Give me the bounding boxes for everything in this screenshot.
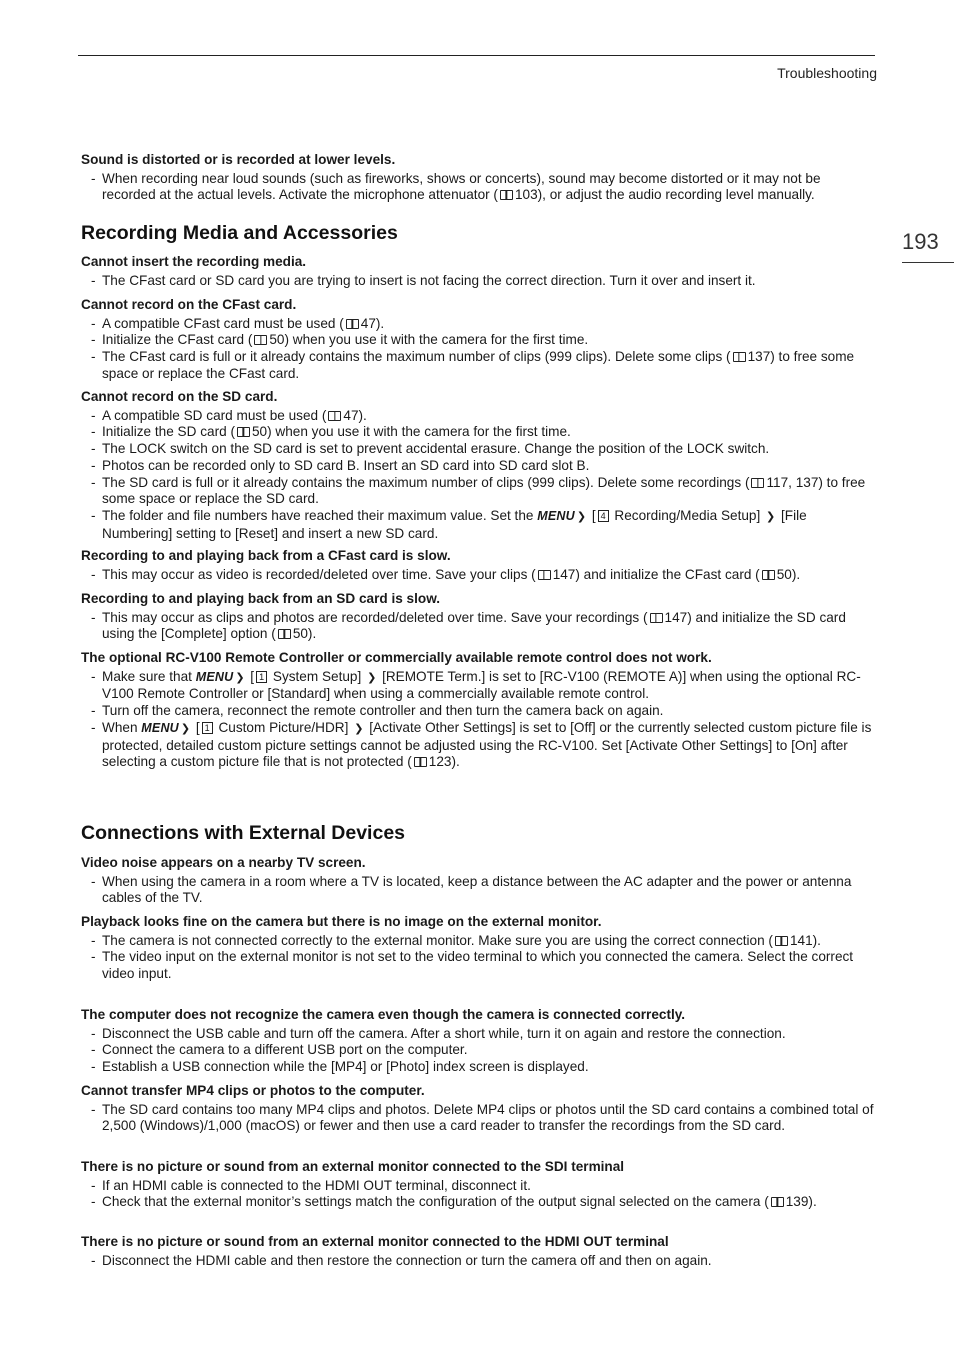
chevron-right-circle-icon: ❯ [180, 722, 191, 735]
answer-list [81, 1178, 876, 1211]
answer-item: - When MENU ❯ [ 1 Custom Picture/HDR] ❯ [Activate Other Settings] is set to [Off] or the currently selected custom picture file is protected, detailed custom picture settings cannot be adjusted using the RC-V100. Set [Activate Other Settings] to [On] after selecting a custom picture file that is not protected ( 123). [81, 720, 876, 771]
question: Recording to and playing back from a CFast card is slow. [81, 548, 451, 563]
book-reference-icon [254, 335, 267, 345]
page-number-rule [902, 262, 954, 263]
answer-item: - Initialize the SD card ( 50) when you use it with the camera for the first time. [81, 424, 876, 441]
answer-list [81, 408, 876, 543]
answer-item: - This may occur as video is recorded/deleted over time. Save your clips ( 147) and initialize the CFast card ( 50). [81, 567, 876, 584]
question: Cannot transfer MP4 clips or photos to the computer. [81, 1083, 425, 1098]
answer-list [81, 1253, 876, 1270]
answer-list [81, 1026, 876, 1076]
question: Sound is distorted or is recorded at lower levels. [81, 152, 396, 167]
book-reference-icon [328, 411, 341, 421]
answer-list [81, 316, 876, 383]
section-title: Connections with External Devices [81, 822, 406, 844]
answer-item: - Check that the external monitor’s settings match the configuration of the output signal selected on the camera ( 139). [81, 1194, 876, 1211]
group-video-noise [81, 855, 876, 907]
answer-item: - A compatible SD card must be used ( 47). [81, 408, 876, 425]
question: The optional RC-V100 Remote Controller or commercially available remote control does not work. [81, 650, 712, 665]
question: Cannot record on the CFast card. [81, 297, 297, 312]
question: Recording to and playing back from an SD card is slow. [81, 591, 441, 606]
answer-item: - When using the camera in a room where a TV is located, keep a distance between the AC adapter and the power or antenna cables of the TV. [81, 874, 876, 907]
group-record-cfast [81, 297, 876, 383]
answer-item: - The LOCK switch on the SD card is set to prevent accidental erasure. Change the position of the LOCK switch. [81, 441, 876, 458]
group-remote-controller [81, 650, 876, 771]
chevron-right-circle-icon: ❯ [235, 671, 245, 684]
menu-button-icon: MENU [195, 669, 234, 684]
group-computer-recognize [81, 1007, 876, 1076]
group-record-sd [81, 389, 876, 542]
answer-item: - Initialize the CFast card ( 50) when you use it with the camera for the first time. [81, 332, 876, 349]
chevron-right-circle-icon: ❯ [367, 671, 377, 684]
answer-list [81, 273, 876, 290]
book-reference-icon [278, 629, 291, 639]
answer-item: - Make sure that MENU ❯ [ 1 System Setup] ❯ [REMOTE Term.] is set to [RC-V100 (REMOTE A)] when using the optional RC-V100 Remote Controller or [Standard] when using a commercially available remote control. [81, 669, 876, 703]
answer-list [81, 567, 876, 584]
chevron-right-circle-icon: ❯ [354, 722, 364, 735]
answer-list [81, 171, 876, 204]
menu-tab-number-icon: 1 [202, 722, 213, 734]
book-reference-icon [733, 352, 746, 362]
book-reference-icon [771, 1197, 784, 1207]
menu-tab-number-icon: 4 [598, 510, 609, 522]
section-title: Recording Media and Accessories [81, 222, 398, 244]
group-sdi-terminal [81, 1159, 876, 1211]
answer-item: - This may occur as clips and photos are recorded/deleted over time. Save your recordings ( 147) and initialize the SD card using the [Complete] option ( 50). [81, 610, 876, 643]
page-number: 193 [902, 229, 939, 254]
chevron-right-circle-icon: ❯ [576, 510, 587, 523]
chevron-right-circle-icon: ❯ [766, 510, 776, 523]
section-recording-media [81, 222, 876, 244]
answer-item: - Photos can be recorded only to SD card B. Insert an SD card into SD card slot B. [81, 458, 876, 475]
answer-list [81, 1102, 876, 1135]
answer-item: - When recording near loud sounds (such as fireworks, shows or concerts), sound may become distorted or it may not be recorded at the actual levels. Activate the microphone attenuator ( 103), or adjust the audio recording level manually. [81, 171, 876, 204]
group-no-image-external [81, 914, 876, 983]
answer-list [81, 933, 876, 983]
answer-list [81, 874, 876, 907]
answer-item: - The folder and file numbers have reached their maximum value. Set the MENU ❯ [ 4 Recording/Media Setup] ❯ [File Numbering] setting to [Reset] and insert a new SD card. [81, 508, 876, 542]
answer-item: - Establish a USB connection while the [MP4] or [Photo] index screen is displayed. [81, 1059, 876, 1076]
book-reference-icon [775, 936, 788, 946]
answer-item: - The CFast card is full or it already contains the maximum number of clips (999 clips). Delete some clips ( 137) to free some space or replace the CFast card. [81, 349, 876, 382]
answer-item: - The SD card contains too many MP4 clips and photos. Delete MP4 clips or photos until the SD card contains a combined total of 2,500 (Windows)/1,000 (macOS) or fewer and then use a card reader to transfer the recordings from the SD card. [81, 1102, 876, 1135]
answer-item: - If an HDMI cable is connected to the HDMI OUT terminal, disconnect it. [81, 1178, 876, 1195]
menu-button-icon: MENU [537, 508, 575, 523]
answer-list [81, 669, 876, 771]
menu-button-icon: MENU [141, 720, 179, 735]
answer-item: - Disconnect the USB cable and turn off the camera. After a short while, turn it on again and restore the connection. [81, 1026, 876, 1043]
question: There is no picture or sound from an external monitor connected to the HDMI OUT terminal [81, 1234, 669, 1249]
group-insert-media [81, 254, 876, 289]
answer-list [81, 610, 876, 643]
intro-block [81, 152, 876, 204]
group-hdmi-terminal [81, 1234, 876, 1269]
question: The computer does not recognize the camera even though the camera is connected correctly. [81, 1007, 686, 1022]
running-head: Troubleshooting [777, 65, 877, 81]
book-reference-icon [414, 757, 427, 767]
menu-tab-number-icon: 1 [256, 671, 267, 683]
question: Playback looks fine on the camera but there is no image on the external monitor. [81, 914, 602, 929]
question: Cannot insert the recording media. [81, 254, 307, 269]
question: Cannot record on the SD card. [81, 389, 278, 404]
book-reference-icon [751, 478, 764, 488]
group-sd-slow [81, 591, 876, 643]
group-cfast-slow [81, 548, 876, 583]
book-reference-icon [500, 190, 513, 200]
book-reference-icon [346, 319, 359, 329]
group-transfer-mp4 [81, 1083, 876, 1135]
book-reference-icon [538, 570, 551, 580]
answer-item: - The camera is not connected correctly to the external monitor. Make sure you are using the correct connection ( 141). [81, 933, 876, 950]
section-connections [81, 822, 876, 844]
answer-item: - The SD card is full or it already contains the maximum number of clips (999 clips). Delete some recordings ( 117, 137) to free some space or replace the SD card. [81, 475, 876, 508]
answer-item: - The video input on the external monitor is not set to the video terminal to which you connected the camera. Select the correct video input. [81, 949, 876, 982]
book-reference-icon [237, 427, 250, 437]
book-reference-icon [762, 570, 775, 580]
answer-item: - Disconnect the HDMI cable and then restore the connection or turn the camera off and then on again. [81, 1253, 876, 1270]
answer-item: - The CFast card or SD card you are trying to insert is not facing the correct direction. Turn it over and insert it. [81, 273, 876, 290]
answer-item: - A compatible CFast card must be used ( 47). [81, 316, 876, 333]
question: There is no picture or sound from an external monitor connected to the SDI terminal [81, 1159, 625, 1174]
answer-item: - Connect the camera to a different USB port on the computer. [81, 1042, 876, 1059]
book-reference-icon [650, 613, 663, 623]
answer-item: - Turn off the camera, reconnect the remote controller and then turn the camera back on again. [81, 703, 876, 720]
question: Video noise appears on a nearby TV screen. [81, 855, 366, 870]
header-rule [78, 55, 875, 56]
